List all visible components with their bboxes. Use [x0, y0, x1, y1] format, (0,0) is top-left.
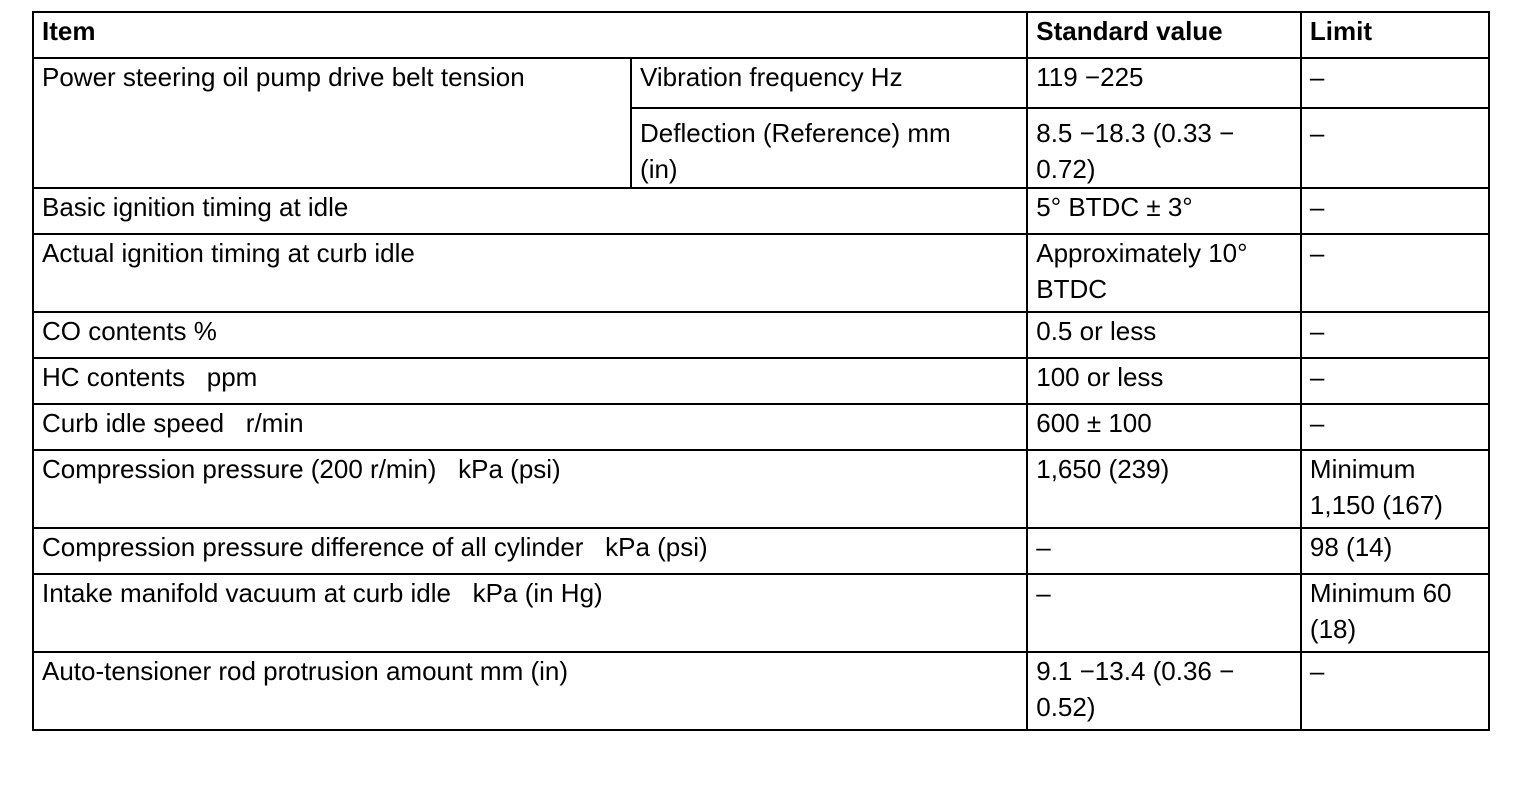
table-row — [33, 404, 1489, 450]
standard-value-cell: Approximately 10° BTDC — [1027, 234, 1301, 312]
standard-value-cell: 0.5 or less — [1027, 312, 1301, 358]
sub-item-cell: Vibration frequency Hz — [631, 58, 1027, 108]
table-row — [33, 58, 1489, 108]
standard-value-cell: – — [1027, 574, 1301, 652]
table-row — [33, 234, 1489, 312]
header-item: Item — [33, 12, 1027, 58]
table-row — [33, 450, 1489, 528]
limit-cell: – — [1301, 358, 1489, 404]
item-cell: CO contents % — [33, 312, 1027, 358]
table-row — [33, 312, 1489, 358]
limit-cell: – — [1301, 404, 1489, 450]
item-cell: Compression pressure difference of all cylinder kPa (psi) — [33, 528, 1027, 574]
header-row — [33, 12, 1489, 58]
table-row — [33, 652, 1489, 730]
standard-value-cell: 100 or less — [1027, 358, 1301, 404]
header-limit: Limit — [1301, 12, 1489, 58]
item-cell: Intake manifold vacuum at curb idle kPa (in Hg) — [33, 574, 1027, 652]
item-cell: Actual ignition timing at curb idle — [33, 234, 1027, 312]
limit-cell: – — [1301, 188, 1489, 234]
limit-cell: Minimum 60 (18) — [1301, 574, 1489, 652]
standard-value-cell: 5° BTDC ± 3° — [1027, 188, 1301, 234]
sub-item-cell: Deflection (Reference) mm (in) — [631, 108, 1027, 188]
item-cell: Compression pressure (200 r/min) kPa (psi) — [33, 450, 1027, 528]
table-row — [33, 528, 1489, 574]
item-cell: HC contents ppm — [33, 358, 1027, 404]
item-cell: Power steering oil pump drive belt tension — [33, 58, 631, 188]
limit-cell: Minimum 1,150 (167) — [1301, 450, 1489, 528]
item-cell: Auto-tensioner rod protrusion amount mm (in) — [33, 652, 1027, 730]
standard-value-cell: 119 −225 — [1027, 58, 1301, 108]
limit-cell: – — [1301, 58, 1489, 108]
limit-cell: – — [1301, 312, 1489, 358]
item-cell: Basic ignition timing at idle — [33, 188, 1027, 234]
standard-value-cell: 9.1 −13.4 (0.36 − 0.52) — [1027, 652, 1301, 730]
header-standard-value: Standard value — [1027, 12, 1301, 58]
limit-cell: – — [1301, 652, 1489, 730]
table-row — [33, 358, 1489, 404]
spec-table — [32, 11, 1490, 731]
item-cell: Curb idle speed r/min — [33, 404, 1027, 450]
limit-cell: 98 (14) — [1301, 528, 1489, 574]
limit-cell: – — [1301, 234, 1489, 312]
standard-value-cell: 8.5 −18.3 (0.33 − 0.72) — [1027, 108, 1301, 188]
standard-value-cell: 600 ± 100 — [1027, 404, 1301, 450]
standard-value-cell: – — [1027, 528, 1301, 574]
standard-value-cell: 1,650 (239) — [1027, 450, 1301, 528]
table-row — [33, 574, 1489, 652]
table-row — [33, 188, 1489, 234]
limit-cell: – — [1301, 108, 1489, 188]
